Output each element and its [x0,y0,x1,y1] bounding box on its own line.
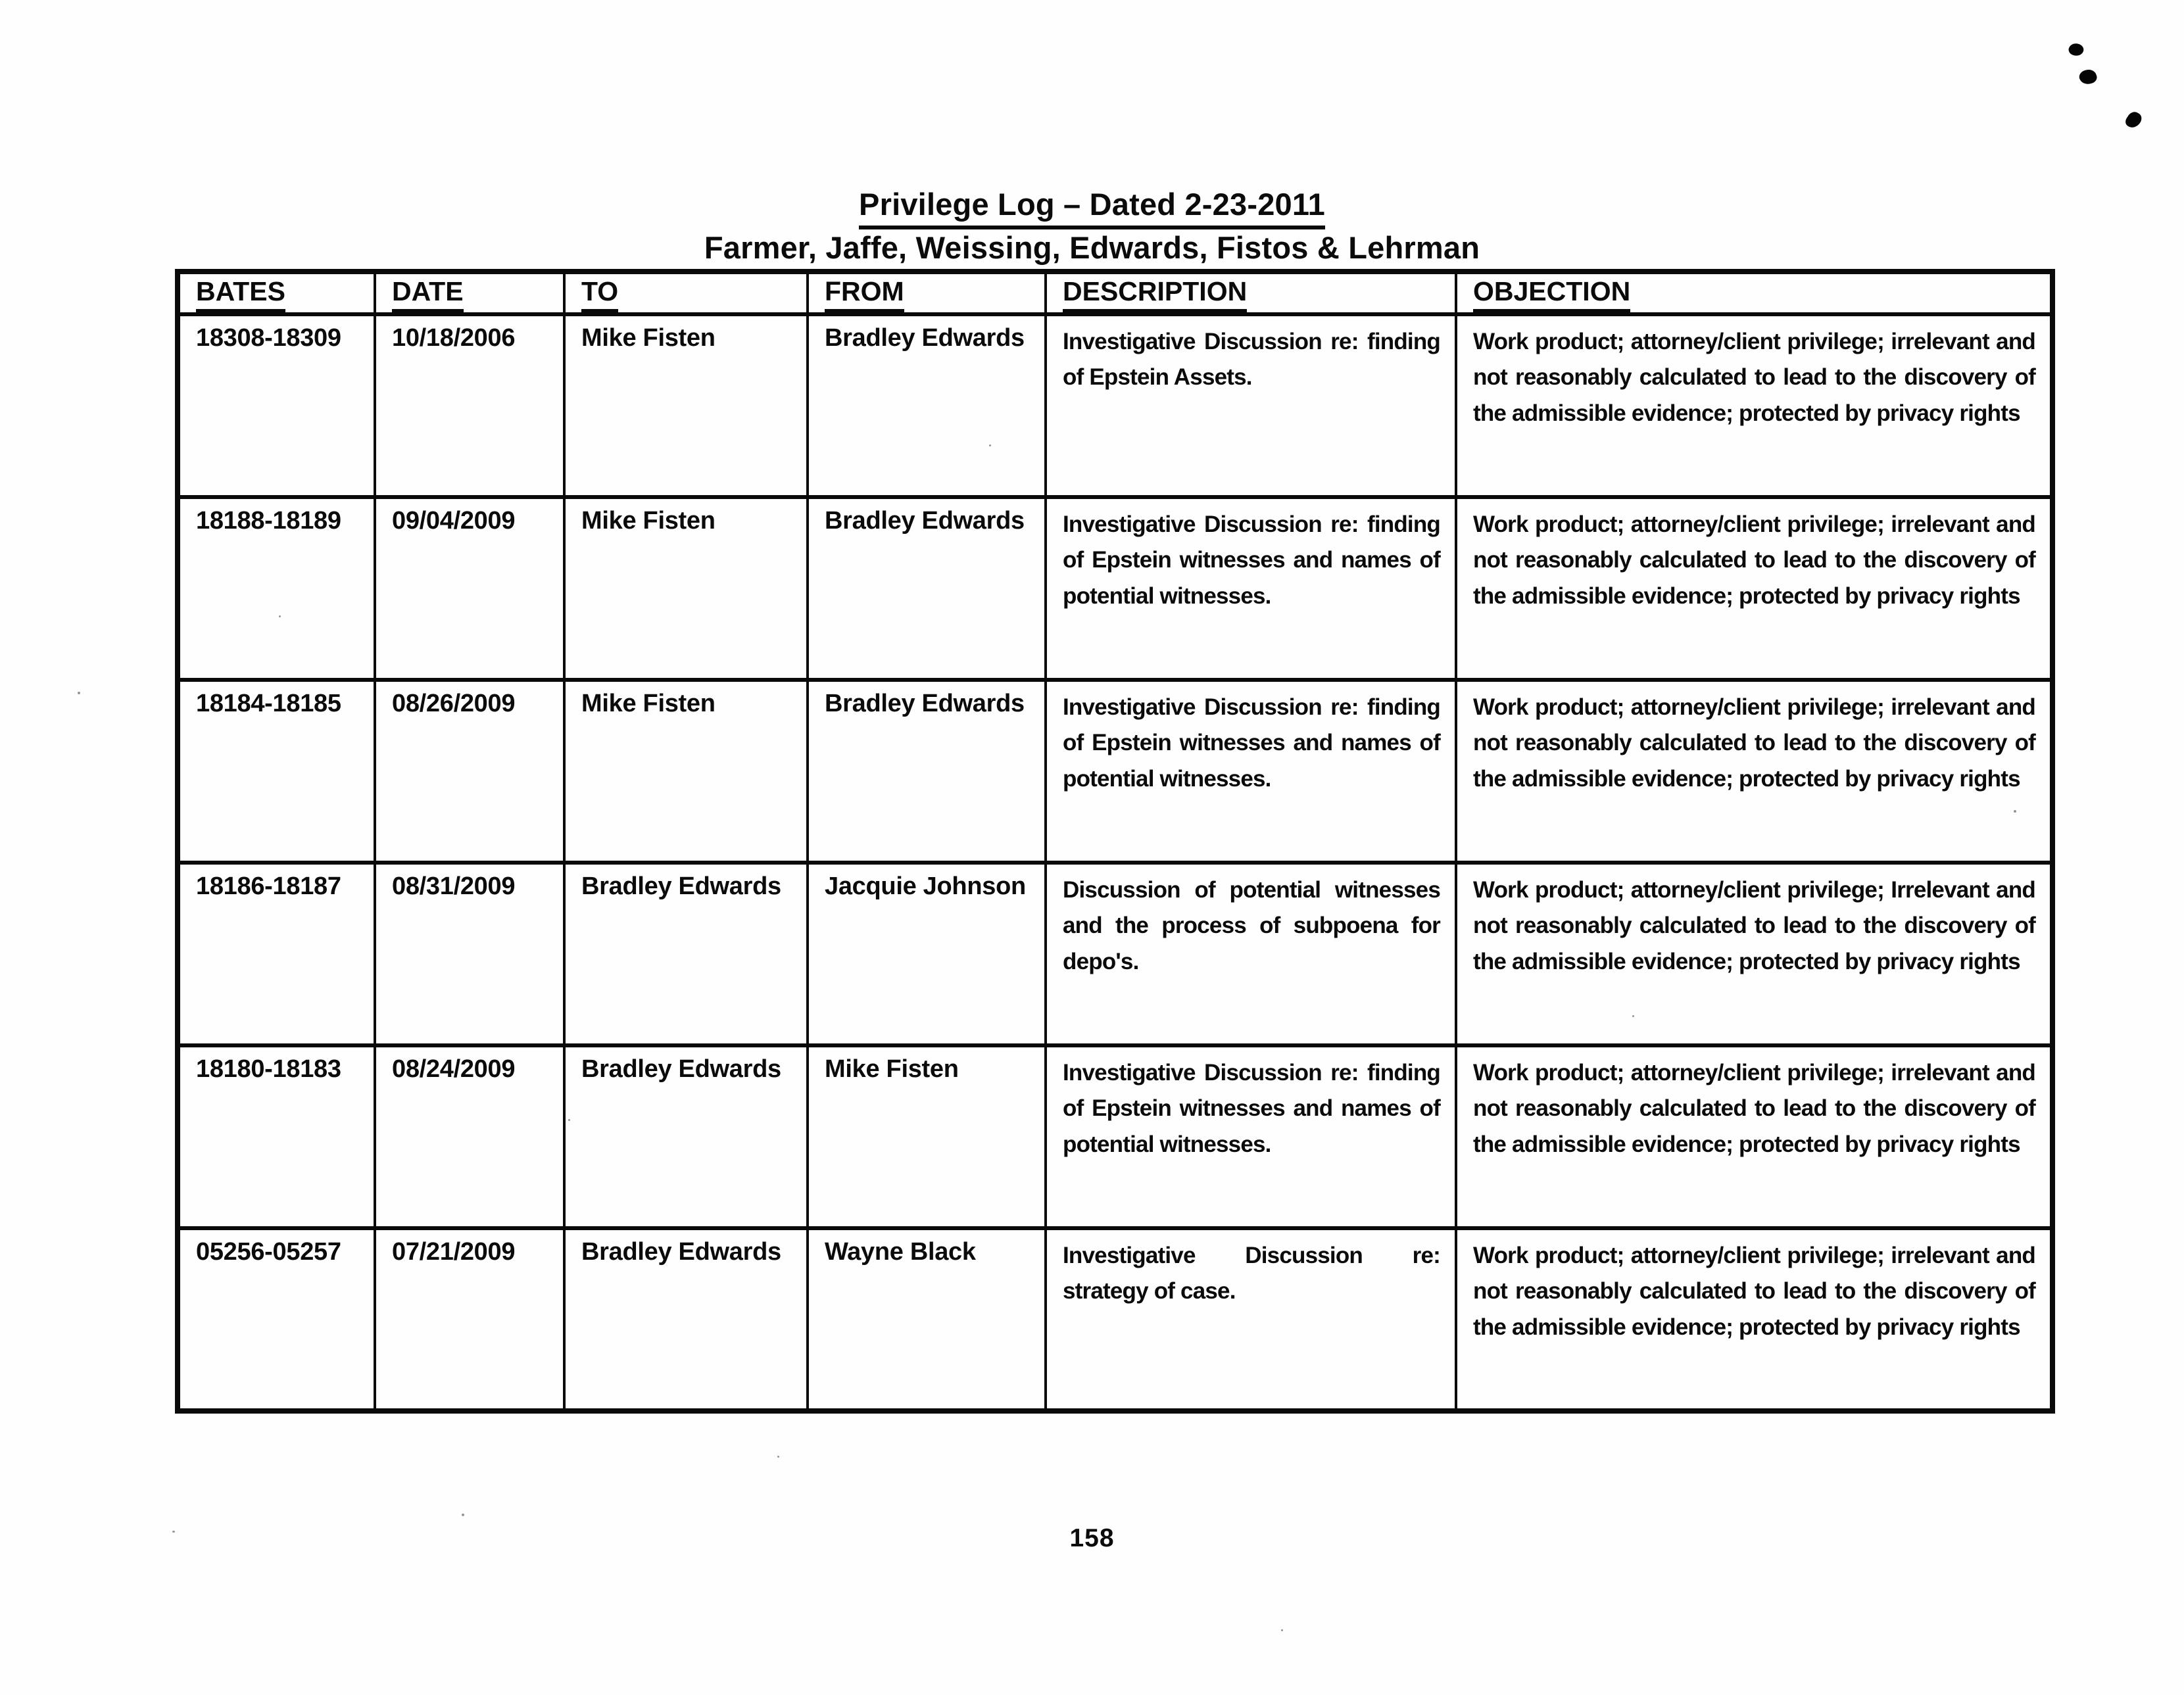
scan-speck [172,1531,175,1533]
scan-speck [279,615,281,617]
objection-cell: Work product; attorney/client privilege; irrelevant and not reasonably calculated to lead to the discovery of the admissible evidence; protected by privacy rights [1456,314,2052,497]
scan-speck [989,444,991,446]
date-cell: 08/31/2009 [375,863,564,1045]
objection-cell: Work product; attorney/client privilege; Irrelevant and not reasonably calculated to lead to the discovery of the admissible evidence; protected by privacy rights [1456,863,2052,1045]
objection-cell: Work product; attorney/client privilege; irrelevant and not reasonably calculated to lead to the discovery of the admissible evidence; protected by privacy rights [1456,1228,2052,1411]
description-cell: Investigative Discussion re: strategy of case. [1046,1228,1456,1411]
date-cell: 10/18/2006 [375,314,564,497]
column-header-description [1046,272,1456,314]
scan-speck [2014,810,2016,813]
column-header-description-label: DESCRIPTION [1063,276,1247,312]
column-header-to-label: TO [581,276,618,312]
table-row [178,680,2052,863]
description-cell: Investigative Discussion re: finding of Epstein witnesses and names of potential witnesses. [1046,497,1456,680]
bates-cell: 18184-18185 [178,680,375,863]
objection-cell: Work product; attorney/client privilege; irrelevant and not reasonably calculated to lead to the discovery of the admissible evidence; protected by privacy rights [1456,680,2052,863]
to-cell: Mike Fisten [564,680,808,863]
scan-speck [777,1456,779,1458]
from-cell: Bradley Edwards [808,497,1046,680]
bates-cell: 18188-18189 [178,497,375,680]
date-cell: 08/26/2009 [375,680,564,863]
ink-blob [2067,41,2085,58]
page-number: 158 [1069,1524,1115,1552]
ink-blob [2123,109,2144,130]
column-header-bates-label: BATES [196,276,285,312]
bates-cell: 05256-05257 [178,1228,375,1411]
from-cell: Jacquie Johnson [808,863,1046,1045]
from-cell: Bradley Edwards [808,680,1046,863]
scan-speck [1281,1629,1283,1631]
table-row [178,1045,2052,1228]
column-header-date-label: DATE [392,276,464,312]
description-cell: Investigative Discussion re: finding of Epstein Assets. [1046,314,1456,497]
privilege-log-table [175,269,2055,1414]
column-header-objection [1456,272,2052,314]
description-cell: Investigative Discussion re: finding of Epstein witnesses and names of potential witnesses. [1046,1045,1456,1228]
scan-speck [1632,1015,1634,1017]
document-subtitle-wrap [0,229,2184,273]
table-row [178,863,2052,1045]
from-cell: Bradley Edwards [808,314,1046,497]
document-title: Privilege Log – Dated 2-23-2011 [859,186,1325,229]
document-title-wrap [0,186,2184,229]
ink-blob [2077,68,2099,87]
column-header-objection-label: OBJECTION [1473,276,1630,312]
bates-cell: 18186-18187 [178,863,375,1045]
column-header-from-label: FROM [825,276,904,312]
objection-cell: Work product; attorney/client privilege; irrelevant and not reasonably calculated to lead to the discovery of the admissible evidence; protected by privacy rights [1456,497,2052,680]
column-header-from [808,272,1046,314]
scan-speck [568,1119,570,1121]
table-row [178,1228,2052,1411]
description-cell: Investigative Discussion re: finding of Epstein witnesses and names of potential witnesses. [1046,680,1456,863]
column-header-bates [178,272,375,314]
scan-speck [462,1514,464,1516]
to-cell: Bradley Edwards [564,1045,808,1228]
to-cell: Bradley Edwards [564,863,808,1045]
description-cell: Discussion of potential witnesses and the process of subpoena for depo's. [1046,863,1456,1045]
to-cell: Bradley Edwards [564,1228,808,1411]
table-header-row [178,272,2052,314]
date-cell: 09/04/2009 [375,497,564,680]
from-cell: Wayne Black [808,1228,1046,1411]
date-cell: 08/24/2009 [375,1045,564,1228]
scan-speck [78,692,80,694]
column-header-to [564,272,808,314]
objection-cell: Work product; attorney/client privilege; irrelevant and not reasonably calculated to lead to the discovery of the admissible evidence; protected by privacy rights [1456,1045,2052,1228]
document-subtitle: Farmer, Jaffe, Weissing, Edwards, Fistos & Lehrman [704,229,1480,273]
table-row [178,314,2052,497]
to-cell: Mike Fisten [564,497,808,680]
table-row [178,497,2052,680]
bates-cell: 18180-18183 [178,1045,375,1228]
from-cell: Mike Fisten [808,1045,1046,1228]
to-cell: Mike Fisten [564,314,808,497]
column-header-date [375,272,564,314]
bates-cell: 18308-18309 [178,314,375,497]
date-cell: 07/21/2009 [375,1228,564,1411]
